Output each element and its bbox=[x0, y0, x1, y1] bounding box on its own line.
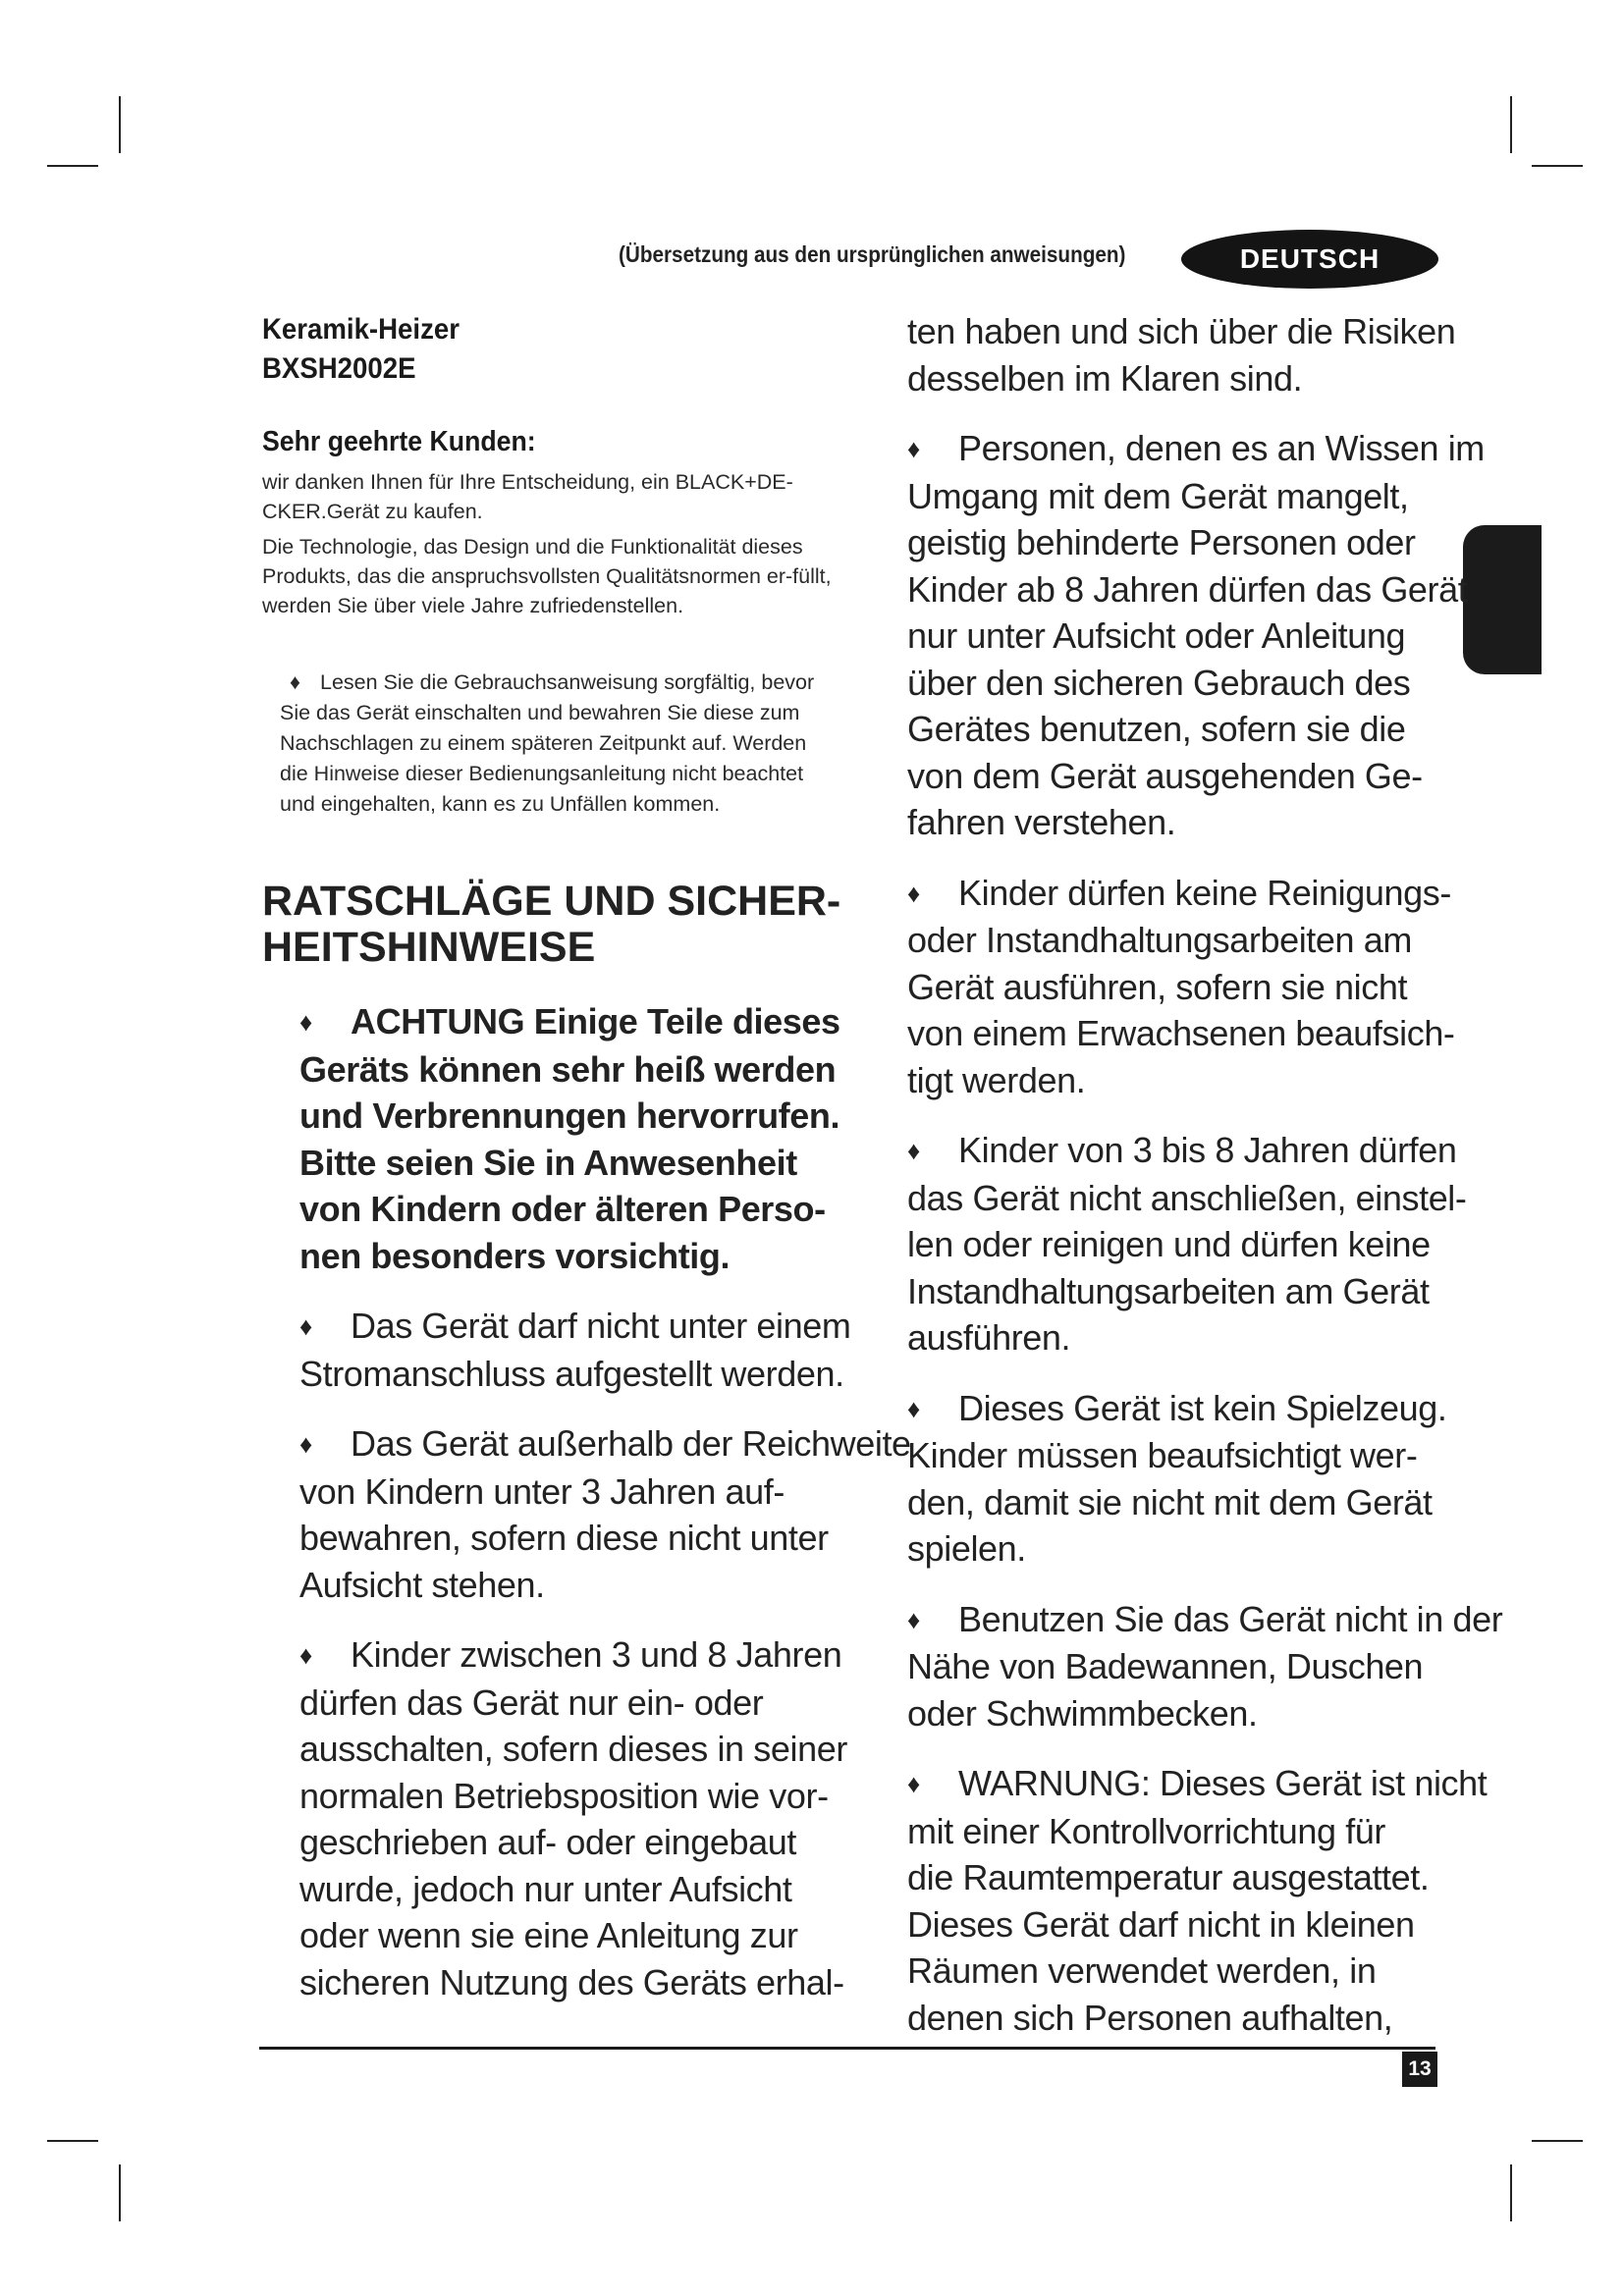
footer-rule bbox=[259, 2047, 1435, 2050]
bullet-diamond-icon: ♦ bbox=[907, 1769, 920, 1798]
bullet-diamond-icon: ♦ bbox=[907, 1393, 920, 1423]
intro-bullet bbox=[280, 667, 830, 820]
safety-bullet: ♦ Das Gerät außerhalb der Reichweite von Kindern unter 3 Jahren auf- bewahren, sofern diese nicht unter Aufsicht stehen. bbox=[299, 1423, 911, 1605]
safety-bullet: ♦ Das Gerät darf nicht unter einem Stromanschluss aufgestellt werden. bbox=[299, 1306, 851, 1394]
crop-mark bbox=[119, 2164, 121, 2221]
model-number: BXSH2002E bbox=[262, 352, 416, 385]
safety-bullet: ♦ Personen, denen es an Wissen im Umgang mit dem Gerät mangelt, geistig behinderte Personen oder Kinder ab 8 Jahren dürfen das Gerät nur unter Aufsicht oder Anleitung über den sicheren Gebrauch des Gerätes benutzen, sofern sie die von dem Gerät ausgehenden Ge- fahren verstehen. bbox=[907, 428, 1485, 842]
intro-bullet-text: Lesen Sie die Gebrauchsanweisung sorgfältig, bevor Sie das Gerät einschalten und bewahren Sie diese zum Nachschlagen zu einem späteren Zeitpunkt auf. Werden die Hinweise dieser Bedienungsanleitung nicht beachtet und eingehalten, kann es zu Unfällen kommen. bbox=[280, 670, 815, 816]
safety-bullet: ♦ Kinder zwischen 3 und 8 Jahren dürfen das Gerät nur ein- oder ausschalten, sofern dieses in seiner normalen Betriebsposition wie vor- geschrieben auf- oder eingebaut wurde, jedoch nur unter Aufsicht oder wenn sie eine Anleitung zur sicheren Nutzung des Geräts erhal- bbox=[299, 1634, 847, 2002]
language-badge: DEUTSCH bbox=[1181, 230, 1438, 289]
intro-paragraph: Die Technologie, das Design und die Funktionalität dieses Produkts, das die anspruchsvollsten Qualitätsnormen er-füllt, werden Sie über viele Jahre zufriedenstellen. bbox=[262, 535, 832, 617]
bullet-diamond-icon: ♦ bbox=[299, 1007, 312, 1037]
bullet-diamond-icon: ♦ bbox=[299, 1311, 312, 1341]
continuation-text: ten haben und sich über die Risiken desselben im Klaren sind. bbox=[907, 311, 1456, 399]
crop-mark bbox=[1532, 165, 1583, 167]
section-heading: RATSCHLÄGE UND SICHER- HEITSHINWEISE bbox=[262, 878, 841, 971]
crop-mark bbox=[47, 2140, 98, 2142]
crop-mark bbox=[1532, 2140, 1583, 2142]
crop-mark bbox=[1510, 96, 1512, 153]
intro-paragraph: wir danken Ihnen für Ihre Entscheidung, ein BLACK+DE-CKER.Gerät zu kaufen. bbox=[262, 470, 793, 523]
safety-bullet: ♦ WARNUNG: Dieses Gerät ist nicht mit einer Kontrollvorrichtung für die Raumtemperatur ausgestattet. Dieses Gerät darf nicht in kleinen Räumen verwendet werden, in denen sich Personen aufhalten, bbox=[907, 1763, 1488, 2038]
greeting: Sehr geehrte Kunden: bbox=[262, 426, 536, 457]
safety-bullet: ♦ Benutzen Sie das Gerät nicht in der Nähe von Badewannen, Duschen oder Schwimmbecken. bbox=[907, 1598, 1503, 1734]
bullet-diamond-icon: ♦ bbox=[299, 1640, 312, 1670]
bullet-diamond-icon: ♦ bbox=[907, 878, 920, 908]
safety-bullet: ♦ Kinder von 3 bis 8 Jahren dürfen das Gerät nicht anschließen, einstel- len oder reinigen und dürfen keine Instandhaltungsarbeiten am Gerät ausführen. bbox=[907, 1130, 1467, 1358]
safety-bullet: ♦ Dieses Gerät ist kein Spielzeug. Kinder müssen beaufsichtigt wer- den, damit sie nicht mit dem Gerät spielen. bbox=[907, 1387, 1447, 1569]
safety-bullet: ♦ ACHTUNG Einige Teile dieses Geräts können sehr heiß werden und Verbrennungen hervorrufen. Bitte seien Sie in Anwesenheit von Kindern oder älteren Perso- nen besonders vorsichtig. bbox=[299, 1001, 840, 1276]
header-subtitle: (Übersetzung aus den ursprünglichen anweisungen) bbox=[619, 241, 1126, 267]
bullet-diamond-icon: ♦ bbox=[907, 1604, 920, 1634]
crop-mark bbox=[47, 165, 98, 167]
bullet-diamond-icon: ♦ bbox=[299, 1429, 312, 1459]
safety-bullet: ♦ Kinder dürfen keine Reinigungs- oder Instandhaltungsarbeiten am Gerät ausführen, sofern sie nicht von einem Erwachsenen beaufsich- tigt werden. bbox=[907, 872, 1455, 1100]
left-column bbox=[262, 310, 911, 2005]
crop-mark bbox=[1510, 2164, 1512, 2221]
bullet-diamond-icon: ♦ bbox=[290, 670, 300, 694]
bullet-diamond-icon: ♦ bbox=[907, 1136, 920, 1165]
page-number: 13 bbox=[1402, 2052, 1437, 2087]
bullet-diamond-icon: ♦ bbox=[907, 434, 920, 463]
crop-mark bbox=[119, 96, 121, 153]
product-name: Keramik-Heizer bbox=[262, 313, 460, 346]
right-column bbox=[907, 308, 1503, 2041]
